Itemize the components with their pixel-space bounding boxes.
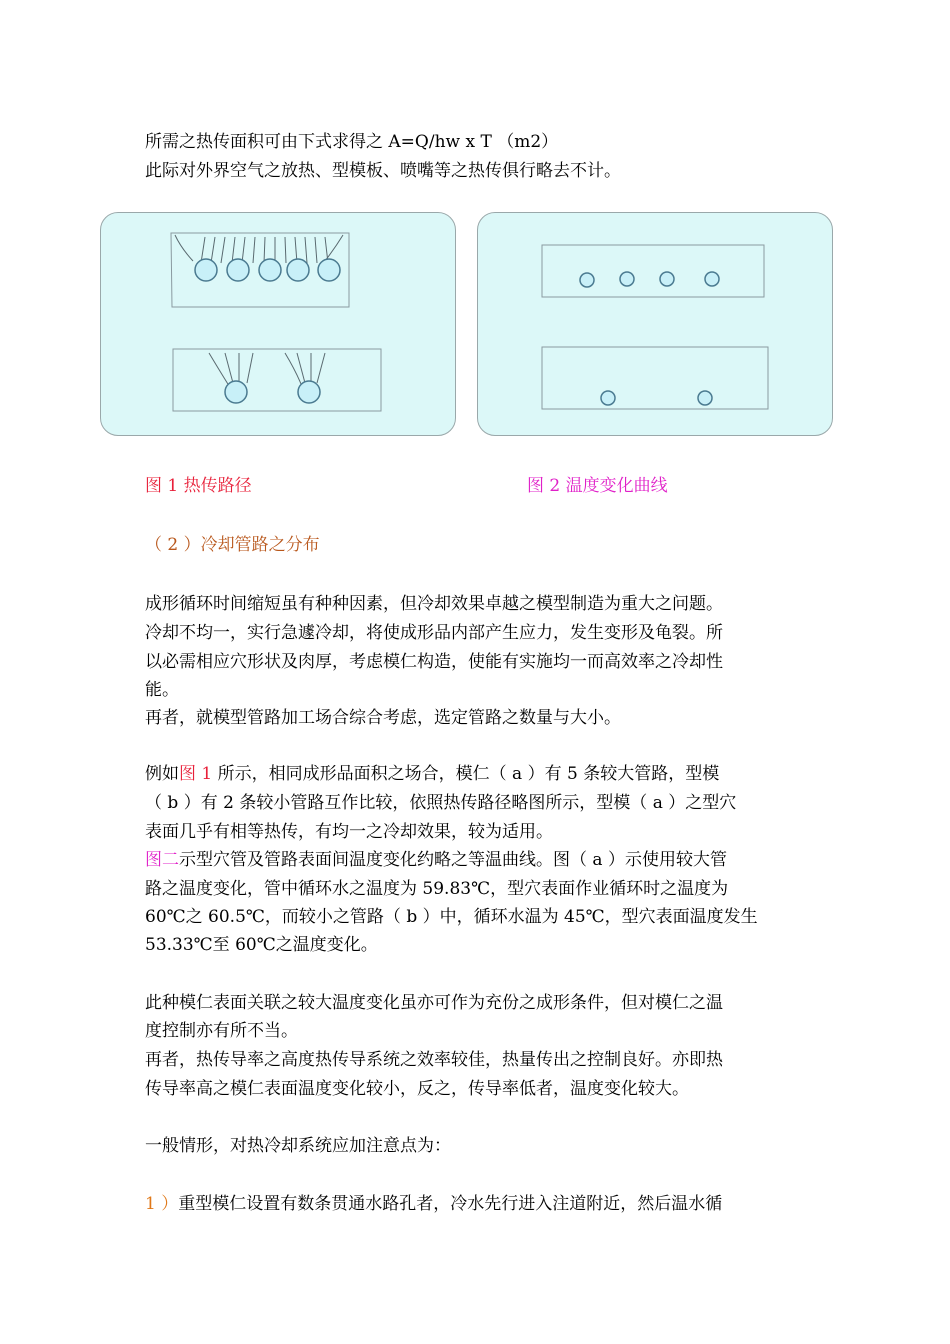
paragraph-line: 以必需相应穴形状及肉厚，考虑模仁构造，使能有实施均一而高效率之冷却性 <box>145 652 723 672</box>
paragraph-line: 此种模仁表面关联之较大温度变化虽亦可作为充份之成形条件，但对模仁之温 <box>145 993 723 1013</box>
figure-1-panel <box>100 212 456 436</box>
paragraph-line: （ b ）有 2 条较小管路互作比较，依照热传路径略图所示，型模（ a ）之型穴 <box>145 793 737 813</box>
text-span: 例如 <box>145 764 179 784</box>
figure-1-drawing <box>101 213 457 437</box>
paragraph-line: 能。 <box>145 680 179 700</box>
figure-2-link[interactable]: 图二 <box>145 850 179 870</box>
paragraph-line: 路之温度变化，管中循环水之温度为 59.83℃，型穴表面作业循环时之温度为 <box>145 879 729 899</box>
figure-1-caption: 图 1 热传路径 <box>145 476 252 496</box>
list-marker: 1 ） <box>145 1194 179 1214</box>
figure-1-link[interactable]: 图 1 <box>179 764 213 784</box>
text-span: 示型穴管及管路表面间温度变化约略之等温曲线。图（ a ）示使用较大管 <box>179 850 727 870</box>
figure-2-drawing <box>478 213 834 437</box>
text-span: 所示，相同成形品面积之场合，模仁（ a ）有 5 条较大管路，型模 <box>212 764 720 784</box>
paragraph-line: 成形循环时间缩短虽有种种因素，但冷却效果卓越之模型制造为重大之问题。 <box>145 594 723 614</box>
paragraph-line <box>145 850 727 870</box>
paragraph-line: 传导率高之模仁表面温度变化较小，反之，传导率低者，温度变化较大。 <box>145 1079 689 1099</box>
paragraph-line: 再者，就模型管路加工场合综合考虑，选定管路之数量与大小。 <box>145 708 621 728</box>
paragraph-line: 度控制亦有所不当。 <box>145 1021 298 1041</box>
paragraph-line: 60℃之 60.5℃，而较小之管路（ b ）中，循环水温为 45℃，型穴表面温度发生 <box>145 907 758 927</box>
paragraph-line: 冷却不均一，实行急遽冷却，将使成形品内部产生应力，发生变形及龟裂。所 <box>145 623 723 643</box>
paragraph-line: 一般情形，对热冷却系统应加注意点为： <box>145 1136 451 1156</box>
figure-2-panel <box>477 212 833 436</box>
paragraph-line <box>145 764 719 784</box>
list-item <box>145 1194 722 1214</box>
paragraph-line: 53.33℃至 60℃之温度变化。 <box>145 935 378 955</box>
section-heading: （ 2 ）冷却管路之分布 <box>145 535 320 555</box>
paragraph-line: 表面几乎有相等热传，有均一之冷却效果，较为适用。 <box>145 822 553 842</box>
figure-2-caption: 图 2 温度变化曲线 <box>527 476 668 496</box>
formula-line: 所需之热传面积可由下式求得之 A=Q/hw x T （m2） <box>145 132 559 152</box>
paragraph-line: 再者，热传导率之高度热传导系统之效率较佳，热量传出之控制良好。亦即热 <box>145 1050 723 1070</box>
intro-note: 此际对外界空气之放热、型模板、喷嘴等之热传俱行略去不计。 <box>145 161 621 181</box>
list-item-text: 重型模仁设置有数条贯通水路孔者，冷水先行进入注道附近，然后温水循 <box>178 1194 723 1214</box>
